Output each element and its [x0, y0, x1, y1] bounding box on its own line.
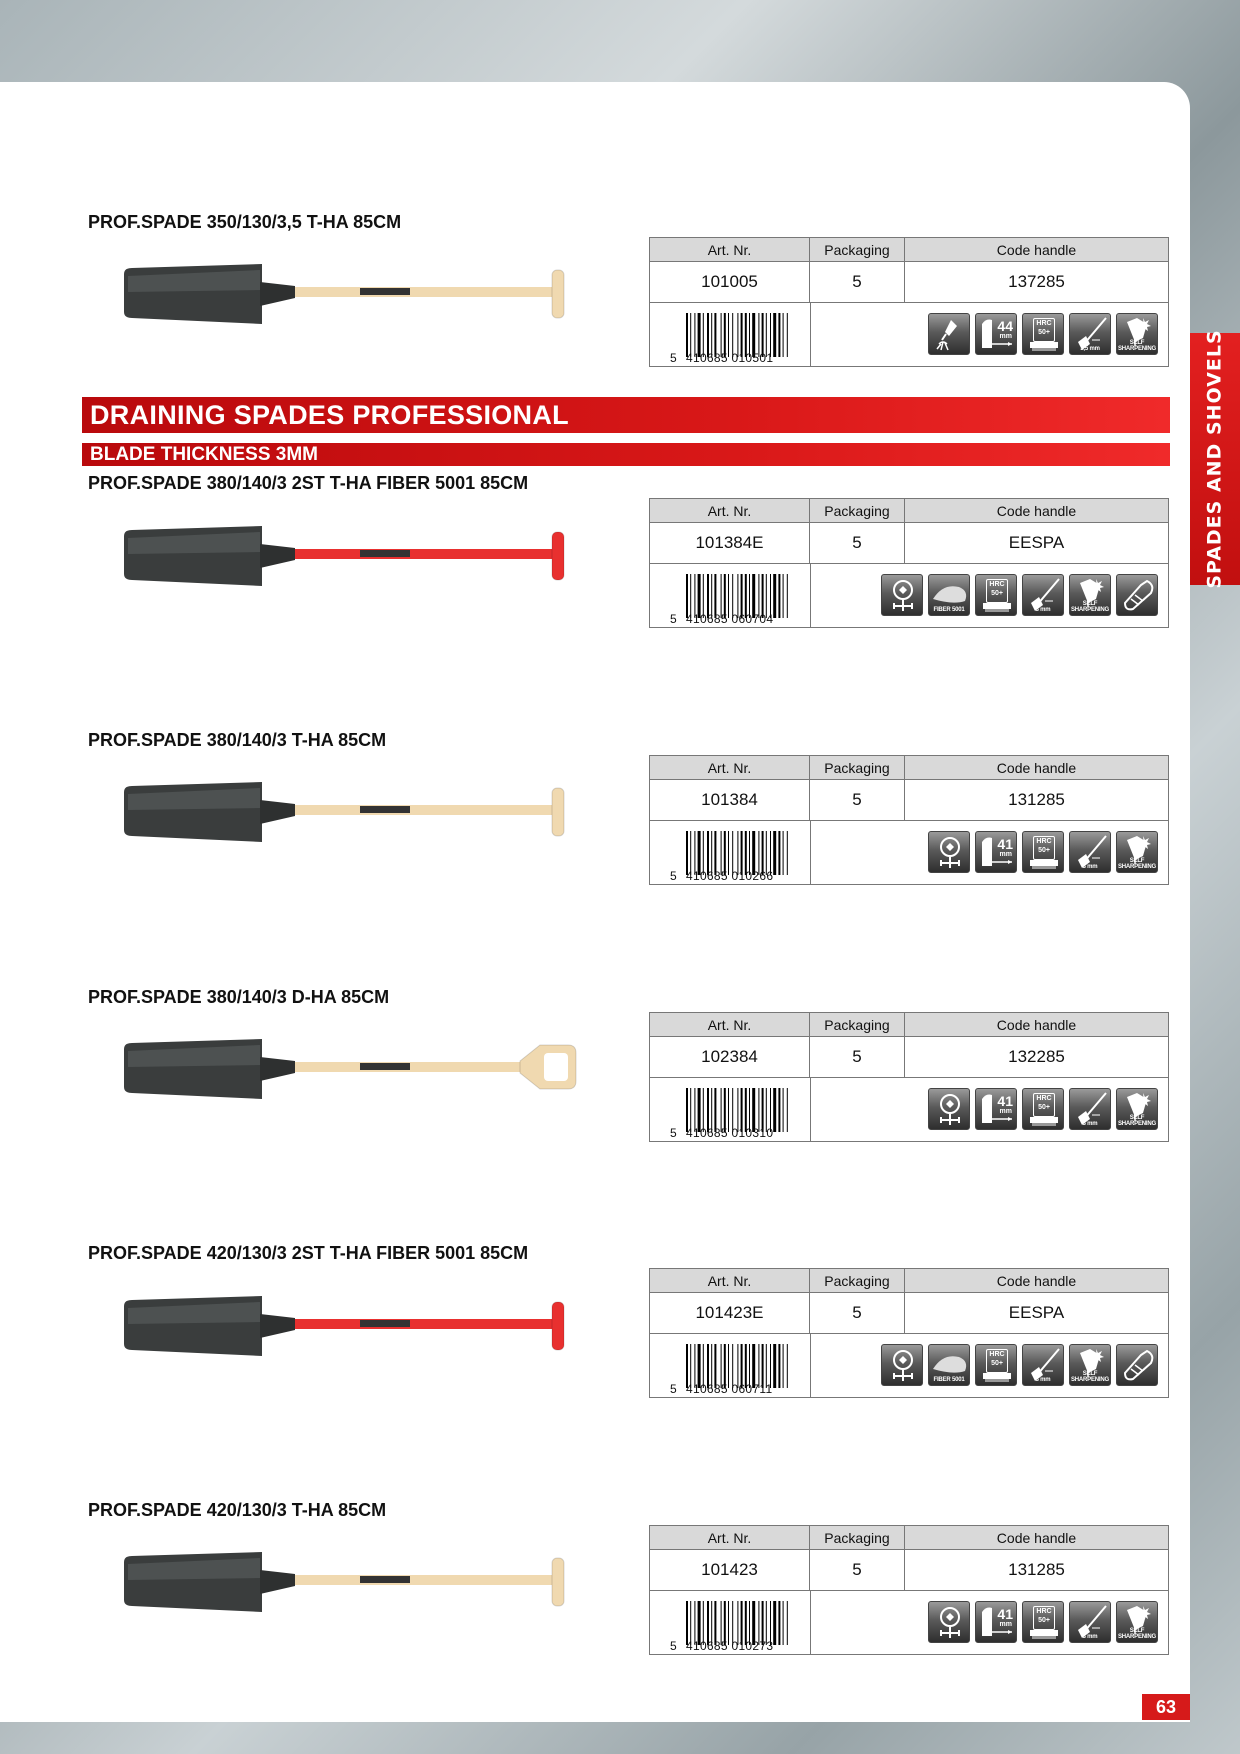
root-cutting-icon — [928, 313, 970, 355]
section-title-banner — [82, 397, 1170, 433]
section-side-tab — [1190, 329, 1240, 589]
header-art-nr: Art. Nr. — [650, 499, 810, 522]
spade-image — [120, 1037, 590, 1106]
self-sharpening-icon: SELF SHARPENING — [1116, 313, 1158, 355]
spade-image — [120, 1550, 590, 1619]
step-icon — [881, 574, 923, 616]
code-handle-value: 137285 — [1008, 272, 1065, 291]
product-spec-table — [649, 755, 1169, 885]
barcode: 5 410685 010310 — [650, 1078, 811, 1141]
feature-icons — [928, 831, 1158, 873]
barcode: 5 410685 060711 — [650, 1334, 811, 1397]
feature-icons — [928, 1601, 1158, 1643]
art-nr-value: 101423 — [650, 1550, 810, 1590]
fiber-5001-icon: FIBER 5001 — [928, 574, 970, 616]
socket-41mm-icon: 41 mm — [975, 1601, 1017, 1643]
header-code-handle: Code handle — [996, 1529, 1077, 1546]
header-packaging: Packaging — [810, 1013, 905, 1036]
product-title: PROF.SPADE 380/140/3 2ST T-HA FIBER 5001 85CM — [88, 473, 529, 493]
self-sharpening-icon: SELF SHARPENING — [1116, 1088, 1158, 1130]
header-code-handle: Code handle — [996, 1272, 1077, 1289]
header-art-nr: Art. Nr. — [650, 756, 810, 779]
spec-features-row — [650, 1078, 1168, 1141]
barcode: 5 410685 010501 — [650, 303, 811, 366]
section-subtitle: BLADE THICKNESS 3MM — [90, 443, 319, 465]
header-art-nr: Art. Nr. — [650, 1269, 810, 1292]
header-code-handle: Code handle — [996, 1016, 1077, 1033]
art-nr-value: 101384 — [650, 780, 810, 820]
blade-thickness-icon: 3 mm — [1069, 1088, 1111, 1130]
hrc-50-icon: HRC 50+ — [975, 574, 1017, 616]
blade-thickness-icon: 3 mm — [1022, 1344, 1064, 1386]
packaging-value: 5 — [810, 1037, 905, 1077]
spec-header-row — [650, 1013, 1168, 1037]
packaging-value: 5 — [810, 780, 905, 820]
spec-value-row — [650, 780, 1168, 821]
barcode: 5 410685 010273 — [650, 1591, 811, 1654]
product-spec-table — [649, 1012, 1169, 1142]
spade-image — [120, 1294, 590, 1363]
step-icon — [881, 1344, 923, 1386]
barcode: 5 410685 060704 — [650, 564, 811, 627]
hrc-50-icon: HRC 50+ — [1022, 313, 1064, 355]
header-packaging: Packaging — [810, 238, 905, 261]
self-sharpening-icon: SELF SHARPENING — [1116, 831, 1158, 873]
spec-features-row — [650, 821, 1168, 884]
hrc-50-icon: HRC 50+ — [1022, 1088, 1064, 1130]
code-handle-value: 132285 — [1008, 1047, 1065, 1066]
spec-value-row — [650, 523, 1168, 564]
hrc-50-icon: HRC 50+ — [1022, 1601, 1064, 1643]
product-title: PROF.SPADE 380/140/3 D-HA 85CM — [88, 987, 390, 1007]
section-title: DRAINING SPADES PROFESSIONAL — [90, 399, 569, 430]
fiber-5001-icon: FIBER 5001 — [928, 1344, 970, 1386]
product-title: PROF.SPADE 420/130/3 T-HA 85CM — [88, 1500, 387, 1520]
side-tab-label: SPADES AND SHOVELS — [1204, 329, 1227, 589]
packaging-value: 5 — [810, 1293, 905, 1333]
spec-features-row — [650, 303, 1168, 366]
self-sharpening-icon: SELF SHARPENING — [1069, 1344, 1111, 1386]
blade-thickness-icon: 3,5 mm — [1069, 313, 1111, 355]
self-sharpening-icon: SELF SHARPENING — [1116, 1601, 1158, 1643]
code-handle-value: EESPA — [1008, 1303, 1065, 1322]
spade-image — [120, 780, 590, 849]
spec-value-row — [650, 1293, 1168, 1334]
code-handle-value: EESPA — [1008, 533, 1065, 552]
hrc-50-icon: HRC 50+ — [1022, 831, 1064, 873]
art-nr-value: 101423E — [650, 1293, 810, 1333]
hrc-50-icon: HRC 50+ — [975, 1344, 1017, 1386]
header-code-handle: Code handle — [996, 241, 1077, 258]
art-nr-value: 101384E — [650, 523, 810, 563]
blade-thickness-icon: 3 mm — [1069, 831, 1111, 873]
product-title: PROF.SPADE 420/130/3 2ST T-HA FIBER 5001 85CM — [88, 1243, 529, 1263]
spec-header-row — [650, 756, 1168, 780]
socket-41mm-icon: 41 mm — [975, 831, 1017, 873]
code-handle-value: 131285 — [1008, 790, 1065, 809]
spec-value-row — [650, 262, 1168, 303]
spec-header-row — [650, 1526, 1168, 1550]
header-art-nr: Art. Nr. — [650, 1526, 810, 1549]
step-icon — [928, 1601, 970, 1643]
spec-value-row — [650, 1550, 1168, 1591]
feature-icons — [881, 574, 1158, 616]
section-subtitle-banner — [82, 443, 1170, 466]
product-spec-table — [649, 1268, 1169, 1398]
header-code-handle: Code handle — [996, 759, 1077, 776]
header-packaging: Packaging — [810, 1526, 905, 1549]
spec-header-row — [650, 1269, 1168, 1293]
blade-thickness-icon: 3 mm — [1069, 1601, 1111, 1643]
header-code-handle: Code handle — [996, 502, 1077, 519]
grip-icon — [1116, 574, 1158, 616]
art-nr-value: 102384 — [650, 1037, 810, 1077]
step-icon — [928, 1088, 970, 1130]
packaging-value: 5 — [810, 523, 905, 563]
blade-thickness-icon: 3 mm — [1022, 574, 1064, 616]
header-art-nr: Art. Nr. — [650, 238, 810, 261]
spec-features-row — [650, 564, 1168, 627]
packaging-value: 5 — [810, 1550, 905, 1590]
socket-44mm-icon: 44 mm — [975, 313, 1017, 355]
product-spec-table — [649, 237, 1169, 367]
page-number: 63 — [1142, 1694, 1190, 1720]
spec-features-row — [650, 1334, 1168, 1397]
product-spec-table — [649, 498, 1169, 628]
art-nr-value: 101005 — [650, 262, 810, 302]
header-packaging: Packaging — [810, 499, 905, 522]
spade-image — [120, 524, 590, 593]
code-handle-value: 131285 — [1008, 1560, 1065, 1579]
header-packaging: Packaging — [810, 1269, 905, 1292]
product-title: PROF.SPADE 350/130/3,5 T-HA 85CM — [88, 212, 402, 232]
spade-image — [120, 262, 590, 331]
feature-icons — [928, 313, 1158, 355]
product-title: PROF.SPADE 380/140/3 T-HA 85CM — [88, 730, 387, 750]
grip-icon — [1116, 1344, 1158, 1386]
feature-icons — [928, 1088, 1158, 1130]
spec-header-row — [650, 499, 1168, 523]
socket-41mm-icon: 41 mm — [975, 1088, 1017, 1130]
product-spec-table — [649, 1525, 1169, 1655]
header-packaging: Packaging — [810, 756, 905, 779]
step-icon — [928, 831, 970, 873]
packaging-value: 5 — [810, 262, 905, 302]
self-sharpening-icon: SELF SHARPENING — [1069, 574, 1111, 616]
header-art-nr: Art. Nr. — [650, 1013, 810, 1036]
spec-header-row — [650, 238, 1168, 262]
spec-value-row — [650, 1037, 1168, 1078]
spec-features-row — [650, 1591, 1168, 1654]
feature-icons — [881, 1344, 1158, 1386]
barcode: 5 410685 010266 — [650, 821, 811, 884]
